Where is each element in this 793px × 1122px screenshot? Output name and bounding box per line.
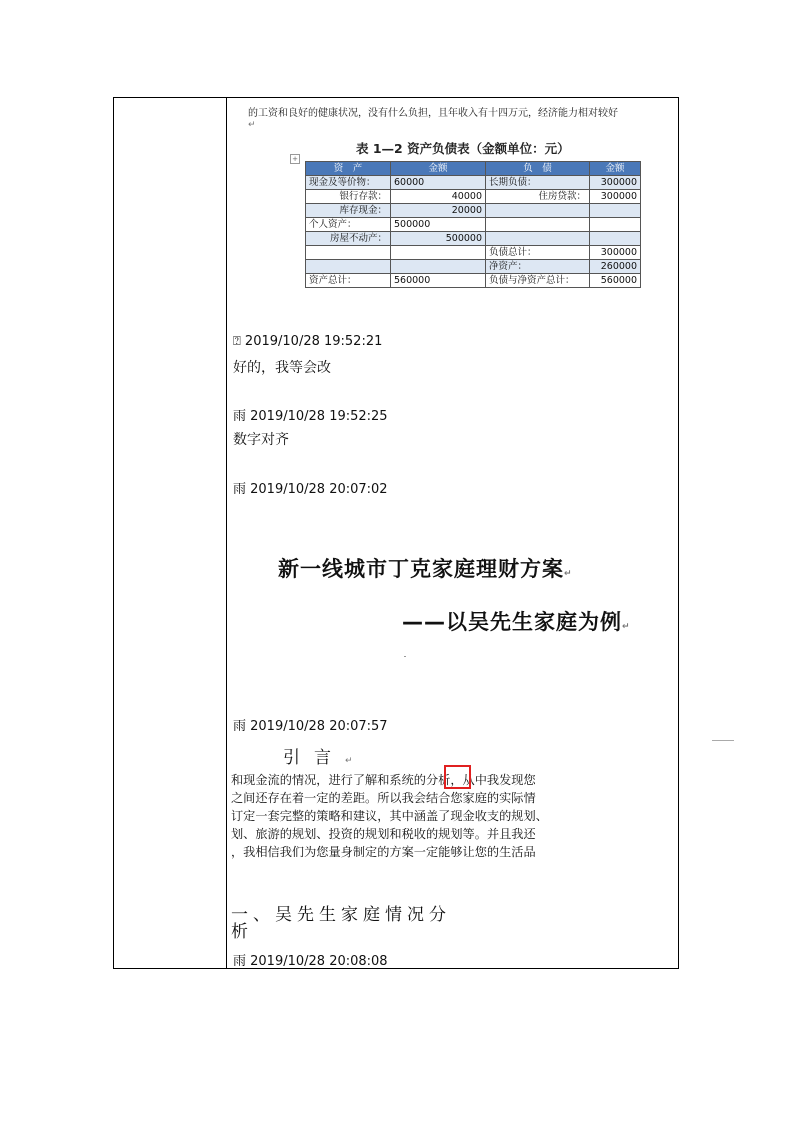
table-move-handle-icon[interactable]: + [290, 154, 300, 164]
table-cell: 300000 [590, 176, 641, 190]
table-cell: 个人资产： [306, 218, 391, 232]
document-subtitle: ——以吴先生家庭为例↵ [402, 610, 631, 634]
highlight-box [444, 765, 471, 789]
intro-line: ，我相信我们为您量身制定的方案一定能够让您的生活品 [231, 845, 536, 859]
intro-heading: 引言↵ [283, 748, 367, 768]
table-cell: 负债总计： [486, 246, 590, 260]
table-cell: 长期负债： [486, 176, 590, 190]
table-cell: 20000 [391, 204, 486, 218]
table-cell: 房屋不动产： [306, 232, 391, 246]
table-row [306, 218, 641, 232]
intro-line: 之间还存在着一定的差距。所以我会结合您家庭的实际情 [231, 791, 536, 805]
table-cell: 负债与净资产总计： [486, 274, 590, 288]
table-cell [486, 218, 590, 232]
divider-line [712, 740, 734, 741]
chat-content-cell [228, 98, 678, 968]
table-cell: 净资产： [486, 260, 590, 274]
table-cell: 40000 [391, 190, 486, 204]
table-cell [590, 204, 641, 218]
table-cell: 560000 [590, 274, 641, 288]
table-cell [391, 246, 486, 260]
table-cell: 银行存款： [306, 190, 391, 204]
table-cell [306, 260, 391, 274]
table-row [306, 246, 641, 260]
table-cell [306, 246, 391, 260]
table-cell: 资产总计： [306, 274, 391, 288]
message-header: 雨 2019/10/28 20:07:57 [233, 719, 388, 734]
table-cell: 60000 [391, 176, 486, 190]
balance-sheet-table [305, 161, 641, 288]
message-header: 雨 2019/10/28 19:52:25 [233, 409, 388, 424]
table-cell: 300000 [590, 190, 641, 204]
header-cell: 金额 [590, 162, 641, 176]
message-body: 数字对齐 [233, 432, 289, 448]
table-header-row [306, 162, 641, 176]
table-cell: 500000 [391, 232, 486, 246]
table-cell [590, 218, 641, 232]
balance-sheet-title: 表 1—2 资产负债表（金额单位：元） [356, 141, 570, 156]
table-row [306, 190, 641, 204]
message-header: 雨 2019/10/28 20:08:08 [233, 954, 388, 969]
table-row [306, 204, 641, 218]
cropped-heading: 一、吴先生家庭情况分析 [231, 905, 451, 942]
intro-line: 和现金流的情况，进行了解和系统的分析，从中我发现您 [231, 773, 536, 787]
intro-line: 划、旅游的规划、投资的规划和税收的规划等。并且我还 [231, 827, 536, 841]
table-cell: 现金及等价物： [306, 176, 391, 190]
header-cell: 负 债 [486, 162, 590, 176]
table-row [306, 176, 641, 190]
table-cell: 300000 [590, 246, 641, 260]
message-header: ⍰ 2019/10/28 19:52:21 [233, 334, 383, 349]
screenshot-text-snippet: 的工资和良好的健康状况，没有什么负担，且年收入有十四万元，经济能力相对较好 ↵ [248, 108, 618, 130]
table-cell [590, 232, 641, 246]
message-body: 好的，我等会改 [233, 360, 331, 376]
message-header: 雨 2019/10/28 20:07:02 [233, 482, 388, 497]
document-title: 新一线城市丁克家庭理财方案↵ [278, 557, 573, 581]
table-cell: 560000 [391, 274, 486, 288]
intro-paragraph [231, 771, 601, 861]
header-cell: 资 产 [306, 162, 391, 176]
table-cell: 260000 [590, 260, 641, 274]
table-row [306, 274, 641, 288]
stray-mark [404, 656, 406, 657]
table-cell: 500000 [391, 218, 486, 232]
table-cell: 住房贷款： [486, 190, 590, 204]
intro-line: 订定一套完整的策略和建议，其中涵盖了现金收支的规划、 [231, 809, 548, 823]
chat-record-table [113, 97, 679, 969]
column-divider [226, 98, 227, 968]
table-cell: 库存现金： [306, 204, 391, 218]
table-cell [486, 232, 590, 246]
table-cell [391, 260, 486, 274]
header-cell: 金额 [391, 162, 486, 176]
table-cell [486, 204, 590, 218]
table-row [306, 260, 641, 274]
table-row [306, 232, 641, 246]
